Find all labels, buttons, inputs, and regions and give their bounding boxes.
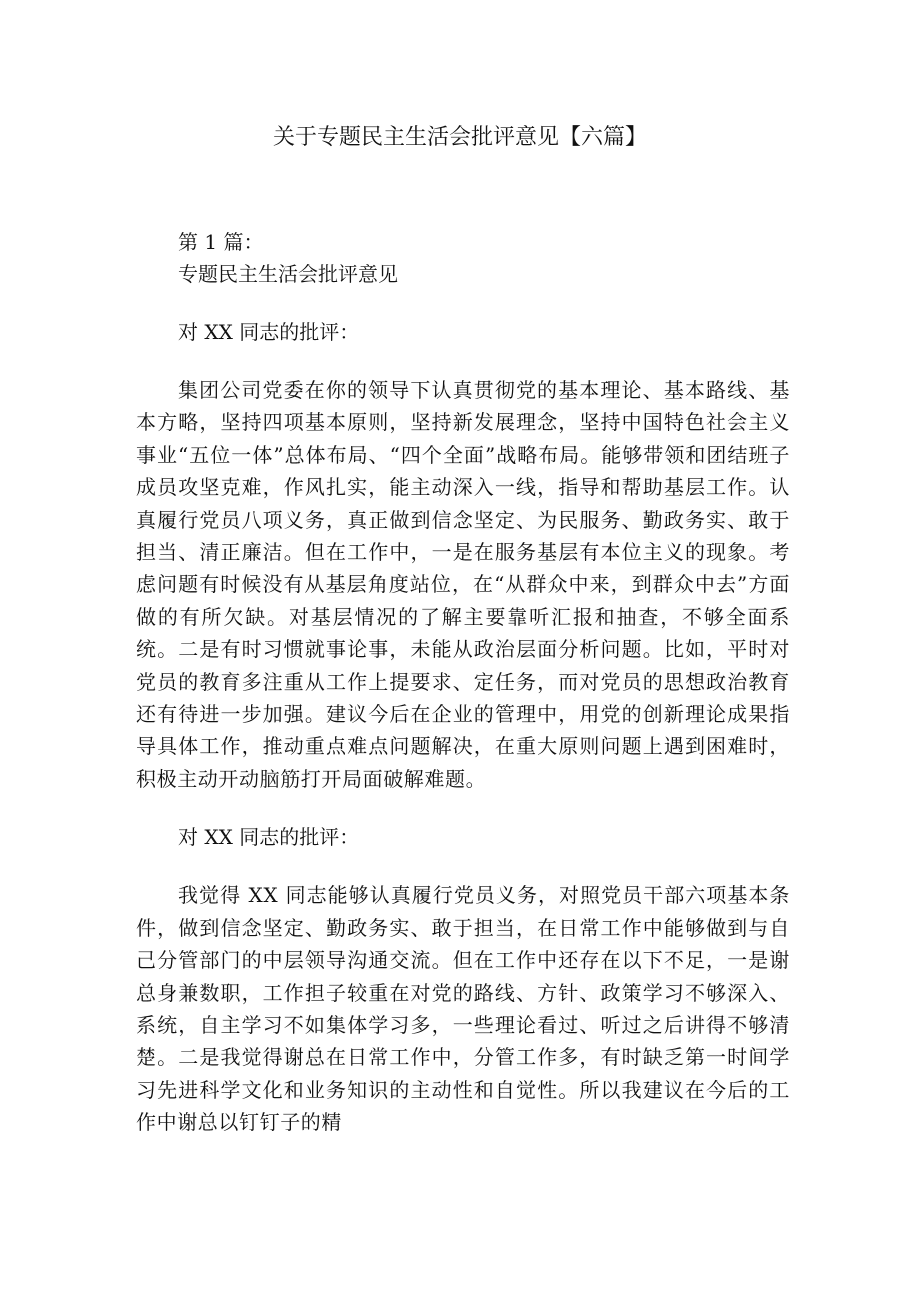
critique-heading-2: 对 XX 同志的批评：: [178, 825, 360, 850]
spacer: [136, 348, 790, 374]
document-title: 关于专题民主生活会批评意见【六篇】: [272, 125, 647, 150]
section-label: 第 1 篇：: [178, 230, 264, 254]
critique-body-1: 集团公司党委在你的领导下认真贯彻党的基本理论、基本路线、基本方略，坚持四项基本原则，坚持新发展理念，坚持中国特色社会主义事业“五位一体”总体布局、“四个全面”战略布局。能够带领和团结班子成员攻坚克难，作风扎实，能主动深入一线，指导和帮助基层工作。认真履行党员八项义务，真正做到信念坚定、为民服务、勤政务实、敢于担当、清正廉洁。但在工作中，一是在服务基层有本位主义的现象。考虑问题有时候没有从基层角度站位，在“从群众中来，到群众中去”方面做的有所欠缺。对基层情况的了解主要靠听汇报和抽查，不够全面系统。二是有时习惯就事论事，未能从政治层面分析问题。比如，平时对党员的教育多注重从工作上提要求、定任务，而对党员的思想政治教育还有待进一步加强。建议今后在企业的管理中，用党的创新理论成果指导具体工作，推动重点难点问题解决，在重大原则问题上遇到困难时，积极主动开动脑筋打开局面破解难题。: [136, 378, 790, 791]
spacer: [136, 290, 790, 316]
critique-heading-1: 对 XX 同志的批评：: [178, 320, 360, 344]
spacer: [136, 795, 790, 821]
document-body: [136, 226, 790, 1139]
section-subtitle: 专题民主生活会批评意见: [178, 262, 398, 286]
critique-body-2: 我觉得 XX 同志能够认真履行党员义务，对照党员干部六项基本条件，做到信念坚定、勤政务实、敢于担当，在日常工作中能够做到与自己分管部门的中层领导沟通交流。但在工作中还存在以下不足，一是谢总身兼数职，工作担子较重在对党的路线、方针、政策学习不够深入、系统，自主学习不如集体学习多，一些理论看过、听过之后讲得不够清楚。二是我觉得谢总在日常工作中，分管工作多，有时缺乏第一时间学习先进科学文化和业务知识的主动性和自觉性。所以我建议在今后的工作中谢总以钉钉子的精: [136, 883, 790, 1135]
spacer: [136, 853, 790, 879]
